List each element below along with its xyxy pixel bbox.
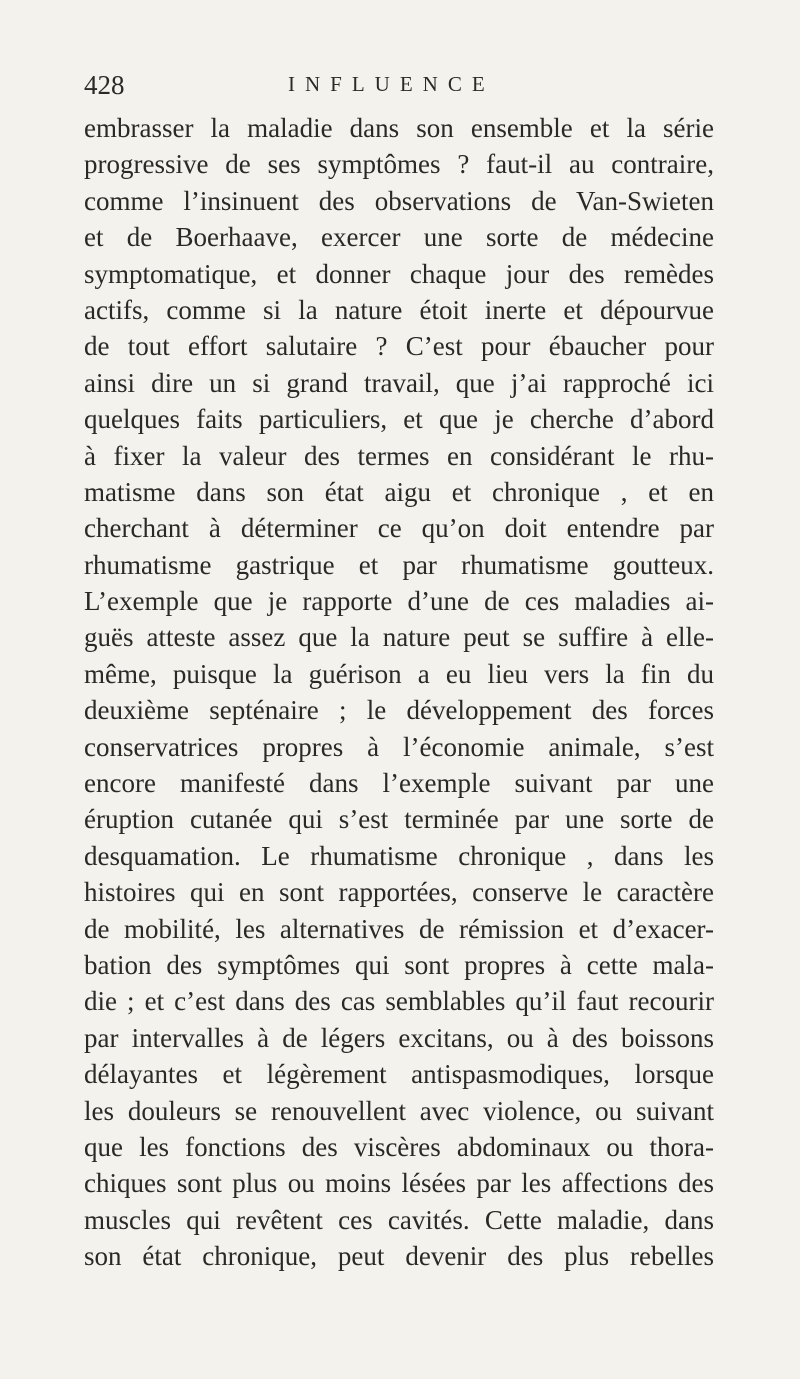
- text-line: même, puisque la guérison a eu lieu vers la fin du: [84, 658, 714, 689]
- body-text: [84, 110, 714, 1275]
- text-line: ainsi dire un si grand travail, que j’ai rapproché ici: [84, 367, 714, 398]
- text-line: son état chronique, peut devenir des plus rebelles: [84, 1241, 714, 1272]
- text-line: progressive de ses symptômes ? faut-il au contraire,: [84, 149, 714, 180]
- text-line: chiques sont plus ou moins lésées par les affections des: [84, 1168, 714, 1199]
- text-line: embrasser la maladie dans son ensemble et la série: [84, 113, 714, 143]
- text-line: délayantes et légèrement antispasmodiques, lorsque: [84, 1059, 714, 1090]
- text-line: quelques faits particuliers, et que je cherche d’abord: [84, 404, 714, 435]
- text-line: à fixer la valeur des termes en considérant le rhu-: [84, 440, 714, 471]
- text-line: L’exemple que je rapporte d’une de ces maladies ai-: [84, 586, 714, 617]
- text-line: cherchant à déterminer ce qu’on doit entendre par: [84, 513, 714, 544]
- text-line: matisme dans son état aigu et chronique , et en: [84, 476, 714, 507]
- text-line: que les fonctions des viscères abdominaux ou thora-: [84, 1131, 714, 1162]
- text-line: symptomatique, et donner chaque jour des remèdes: [84, 258, 714, 289]
- text-line: muscles qui revêtent ces cavités. Cette maladie, dans: [84, 1204, 714, 1235]
- text-line: de mobilité, les alternatives de rémission et d’exacer-: [84, 913, 714, 944]
- text-line: die ; et c’est dans des cas semblables qu’il faut recourir: [84, 986, 714, 1017]
- text-line: les douleurs se renouvellent avec violence, ou suivant: [84, 1095, 714, 1126]
- text-line: encore manifesté dans l’exemple suivant par une: [84, 768, 714, 799]
- text-line: bation des symptômes qui sont propres à cette mala-: [84, 949, 714, 980]
- text-line: de tout effort salutaire ? C’est pour ébaucher pour: [84, 331, 714, 362]
- text-line: histoires qui en sont rapportées, conserve le caractère: [84, 877, 714, 908]
- text-line: et de Boerhaave, exercer une sorte de médecine: [84, 222, 714, 253]
- text-line: par intervalles à de légers excitans, ou à des boissons: [84, 1022, 714, 1053]
- text-line: rhumatisme gastrique et par rhumatisme goutteux.: [84, 549, 714, 580]
- text-line: comme l’insinuent des observations de Van-Swieten: [84, 185, 714, 216]
- text-line: guës atteste assez que la nature peut se suffire à elle-: [84, 622, 714, 653]
- text-line: desquamation. Le rhumatisme chronique , dans les: [84, 840, 714, 871]
- text-line: actifs, comme si la nature étoit inerte et dépourvue: [84, 294, 714, 325]
- page-number: 428: [84, 70, 125, 100]
- page-header: [84, 70, 724, 110]
- text-line: conservatrices propres à l’économie animale, s’est: [84, 731, 714, 762]
- text-line: éruption cutanée qui s’est terminée par une sorte de: [84, 804, 714, 835]
- text-line: deuxième septénaire ; le développement des forces: [84, 695, 714, 726]
- running-head: INFLUENCE: [288, 72, 495, 96]
